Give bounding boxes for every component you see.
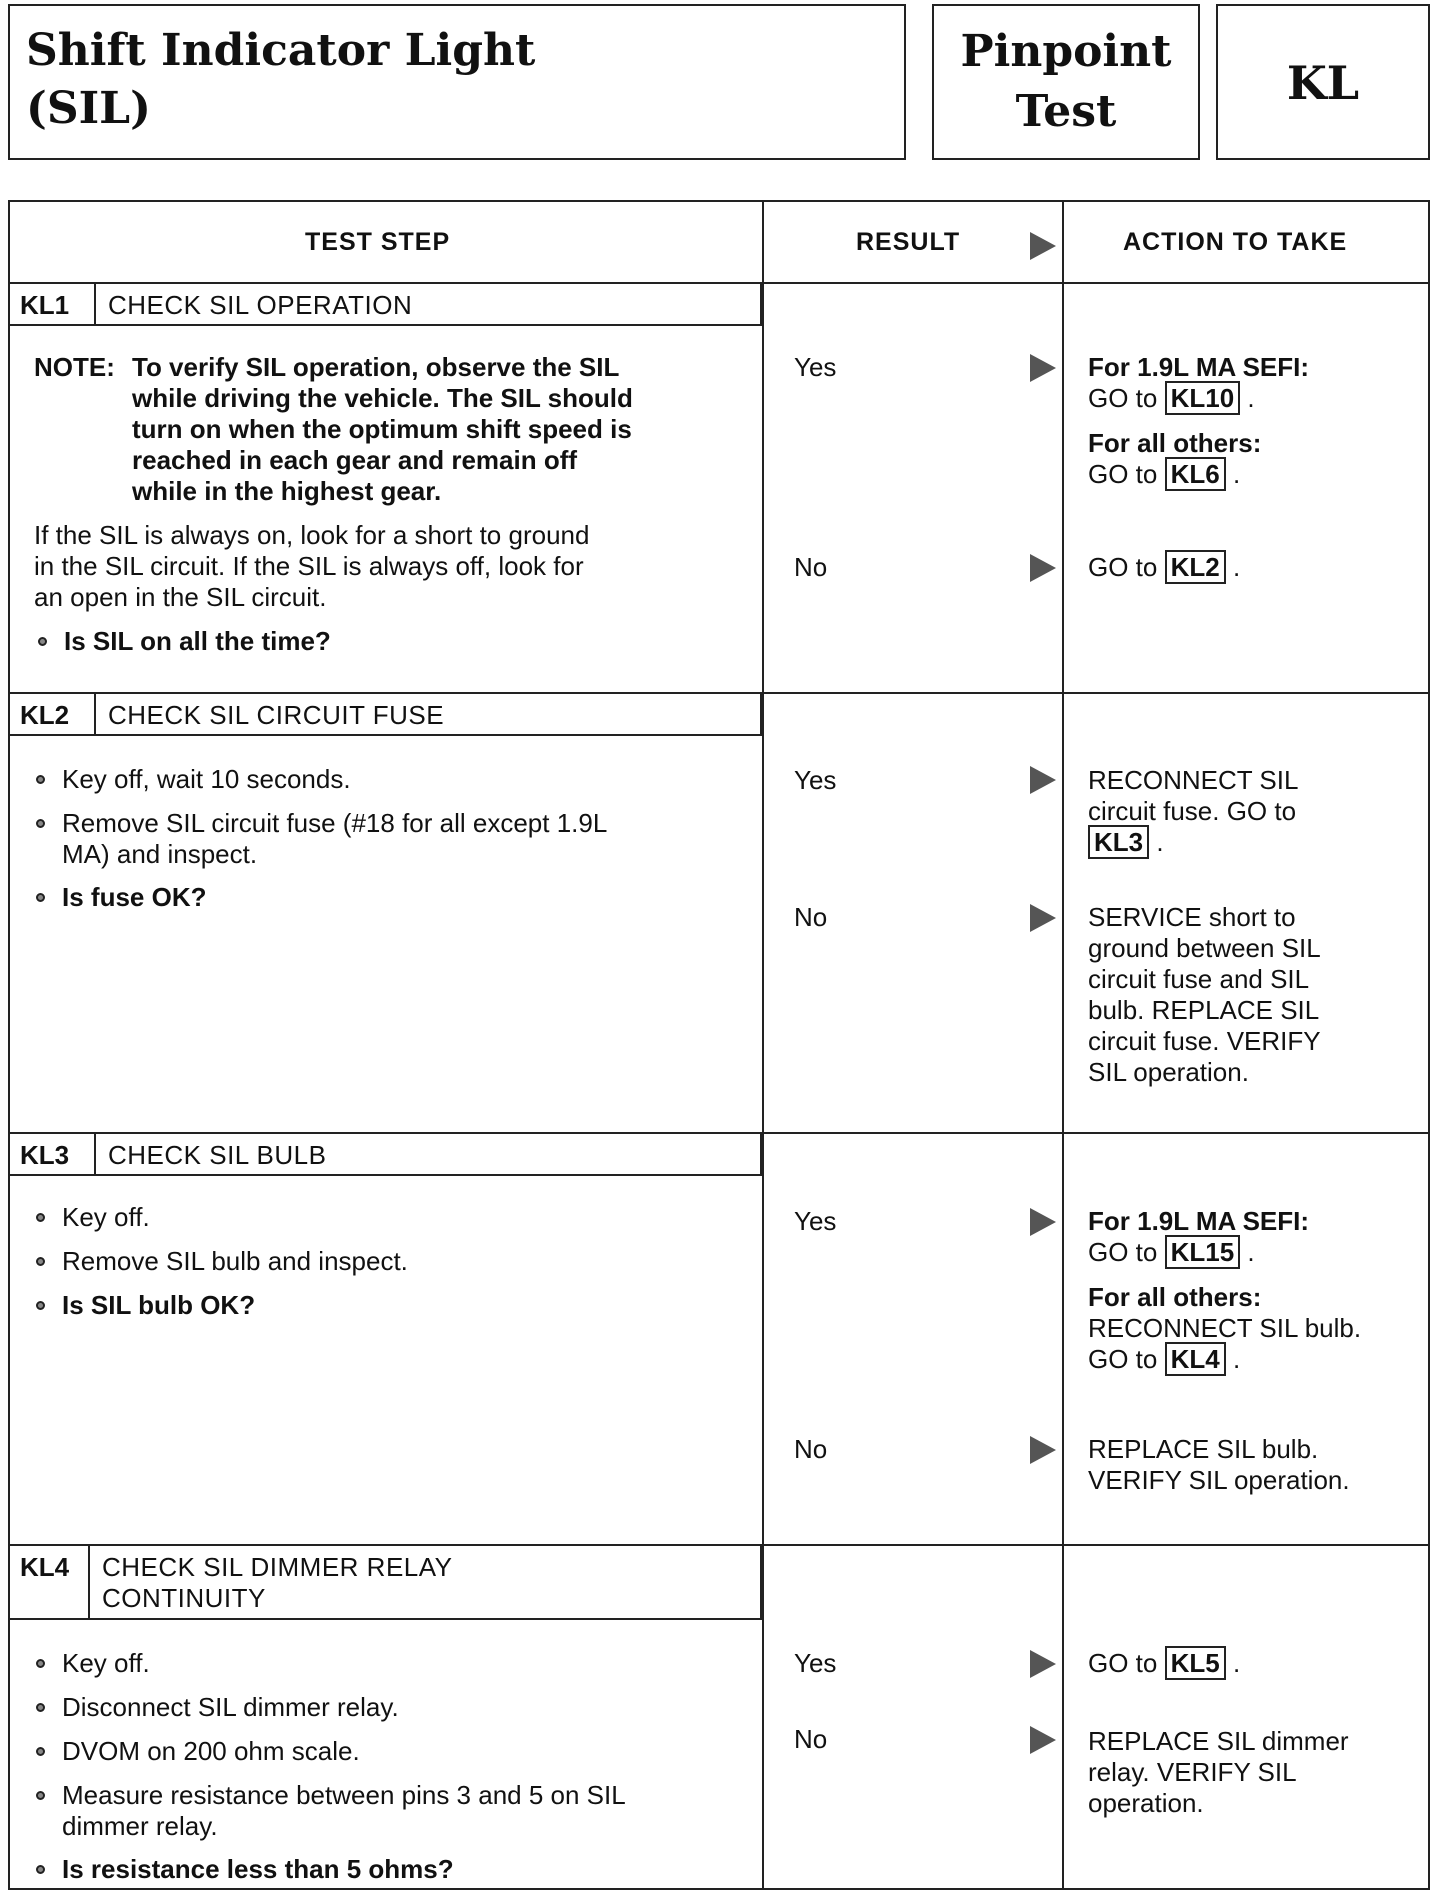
action-line: SERVICE short to: [1088, 902, 1296, 932]
pinpoint-table: [8, 200, 1430, 1890]
test-code-box: [1216, 4, 1430, 160]
kl1-no-action: GO to KL2 .: [1088, 552, 1241, 582]
pinpoint-line-2: Test: [1015, 86, 1117, 137]
header-arrow-icon: [1030, 232, 1056, 260]
kl4-no-arrow-icon: [1030, 1726, 1056, 1754]
action-line: VERIFY SIL operation.: [1088, 1465, 1350, 1495]
column-divider-1: [762, 202, 764, 1888]
action-line: GO to: [1088, 383, 1158, 413]
header-action: ACTION TO TAKE: [1123, 228, 1348, 256]
action-line: ground between SIL: [1088, 933, 1321, 963]
action-line: GO to: [1088, 1344, 1158, 1374]
kl2-yes: Yes: [794, 765, 837, 795]
kl1-paragraph: [34, 520, 589, 613]
kl1-no-arrow-icon: [1030, 554, 1056, 582]
kl3-no-action: [1088, 1434, 1350, 1496]
action-line: circuit fuse. GO to: [1088, 796, 1297, 826]
note-line: To verify SIL operation, observe the SIL: [132, 352, 620, 382]
kl3-bullet-1: Key off.: [32, 1202, 150, 1233]
step-header-kl3: [10, 1134, 762, 1176]
action-line: circuit fuse and SIL: [1088, 964, 1310, 994]
action-line: For 1.9L MA SEFI:: [1088, 1206, 1310, 1236]
kl4-no: No: [794, 1724, 828, 1754]
header-test-step: TEST STEP: [305, 228, 451, 256]
kl3-no: No: [794, 1434, 828, 1464]
action-line: GO to: [1088, 1648, 1158, 1678]
paragraph-line: an open in the SIL circuit.: [34, 582, 327, 612]
kl3-yes-arrow-icon: [1030, 1208, 1056, 1236]
action-line: GO to: [1088, 552, 1158, 582]
header-result: RESULT: [856, 228, 961, 256]
ref-kl2[interactable]: KL2: [1165, 550, 1226, 584]
step-header-kl2: [10, 694, 762, 736]
action-line: For all others:: [1088, 1282, 1262, 1312]
step-divider: [94, 694, 96, 734]
kl4-yes-arrow-icon: [1030, 1650, 1056, 1678]
kl1-note: [132, 352, 633, 507]
title-line-1: Shift Indicator Light: [26, 25, 536, 76]
paragraph-line: in the SIL circuit. If the SIL is always off, look for: [34, 551, 584, 581]
paragraph-line: If the SIL is always on, look for a short to ground: [34, 520, 590, 550]
title-box: [8, 4, 906, 160]
action-line: REPLACE SIL dimmer: [1088, 1726, 1349, 1756]
bullet-line: Measure resistance between pins 3 and 5 on SIL: [62, 1780, 626, 1810]
kl1-yes: Yes: [794, 352, 837, 382]
step-title: [102, 1552, 453, 1614]
step-id: KL3: [20, 1140, 70, 1170]
step-id: KL4: [20, 1552, 70, 1582]
kl2-no: No: [794, 902, 828, 932]
ref-kl10[interactable]: KL10: [1165, 381, 1241, 415]
kl4-yes: Yes: [794, 1648, 837, 1678]
step-header-kl4: [10, 1546, 762, 1620]
action-line: circuit fuse. VERIFY: [1088, 1026, 1321, 1056]
kl4-yes-action: GO to KL5 .: [1088, 1648, 1241, 1678]
page-title: [26, 22, 535, 138]
kl3-yes: Yes: [794, 1206, 837, 1236]
kl2-no-action: [1088, 902, 1321, 1088]
kl4-bullet-1: Key off.: [32, 1648, 150, 1679]
pinpoint-box: [932, 4, 1200, 160]
pinpoint-label: [934, 22, 1198, 142]
kl1-yes-action: For 1.9L MA SEFI: GO to KL10 . For all others: GO to KL6 .: [1088, 352, 1310, 489]
kl1-no: No: [794, 552, 828, 582]
kl2-yes-arrow-icon: [1030, 766, 1056, 794]
kl2-bullet-1: Key off, wait 10 seconds.: [32, 764, 351, 795]
note-line: while driving the vehicle. The SIL should: [132, 383, 633, 413]
pinpoint-line-1: Pinpoint: [960, 26, 1172, 77]
step-header-kl1: [10, 284, 762, 326]
step-title: CHECK SIL BULB: [108, 1140, 327, 1170]
kl3-no-arrow-icon: [1030, 1436, 1056, 1464]
action-line: operation.: [1088, 1788, 1204, 1818]
kl2-bullet-2: [32, 808, 607, 870]
note-line: while in the highest gear.: [132, 476, 442, 506]
test-code: KL: [1286, 56, 1360, 110]
note-line: turn on when the optimum shift speed is: [132, 414, 632, 444]
step-id: KL2: [20, 700, 70, 730]
action-line: GO to: [1088, 1237, 1158, 1267]
kl3-bullet-2: Remove SIL bulb and inspect.: [32, 1246, 408, 1277]
step-title-line: CONTINUITY: [102, 1583, 266, 1613]
note-line: reached in each gear and remain off: [132, 445, 578, 475]
step-divider: [88, 1546, 90, 1618]
kl2-no-arrow-icon: [1030, 904, 1056, 932]
action-line: GO to: [1088, 459, 1158, 489]
action-line: RECONNECT SIL bulb.: [1088, 1313, 1362, 1343]
action-line: relay. VERIFY SIL: [1088, 1757, 1297, 1787]
kl3-question: Is SIL bulb OK?: [32, 1290, 255, 1321]
kl4-no-action: [1088, 1726, 1349, 1819]
kl2-question: Is fuse OK?: [32, 882, 206, 913]
kl4-question: Is resistance less than 5 ohms?: [32, 1854, 454, 1885]
action-line: For 1.9L MA SEFI:: [1088, 352, 1310, 382]
kl1-yes-arrow-icon: [1030, 354, 1056, 382]
action-line: For all others:: [1088, 428, 1262, 458]
step-title: CHECK SIL CIRCUIT FUSE: [108, 700, 445, 730]
step-id: KL1: [20, 290, 70, 320]
column-divider-2: [1062, 202, 1064, 1888]
step-title: CHECK SIL OPERATION: [108, 290, 413, 320]
bullet-line: Remove SIL circuit fuse (#18 for all except 1.9L: [62, 808, 608, 838]
title-line-2: (SIL): [26, 83, 151, 134]
kl4-bullet-3: DVOM on 200 ohm scale.: [32, 1736, 360, 1767]
action-line: RECONNECT SIL: [1088, 765, 1299, 795]
step-divider: [94, 284, 96, 324]
step-divider: [94, 1134, 96, 1174]
kl1-question: Is SIL on all the time?: [34, 626, 331, 657]
ref-kl15[interactable]: KL15: [1165, 1235, 1241, 1269]
action-line: SIL operation.: [1088, 1057, 1249, 1087]
ref-kl6[interactable]: KL6: [1165, 457, 1226, 491]
step-title-line: CHECK SIL DIMMER RELAY: [102, 1552, 453, 1582]
kl3-yes-action: For 1.9L MA SEFI: GO to KL15 . For all others: RECONNECT SIL bulb. GO to KL4 .: [1088, 1206, 1362, 1374]
bullet-line: MA) and inspect.: [62, 839, 258, 869]
kl1-note-label: NOTE:: [34, 352, 115, 382]
action-line: REPLACE SIL bulb.: [1088, 1434, 1319, 1464]
kl4-bullet-4: [32, 1780, 626, 1842]
kl4-bullet-2: Disconnect SIL dimmer relay.: [32, 1692, 399, 1723]
ref-kl5[interactable]: KL5: [1165, 1646, 1226, 1680]
bullet-line: dimmer relay.: [62, 1811, 218, 1841]
ref-kl4[interactable]: KL4: [1165, 1342, 1226, 1376]
kl2-yes-action: RECONNECT SIL circuit fuse. GO to KL3 .: [1088, 765, 1299, 857]
ref-kl3[interactable]: KL3: [1088, 825, 1149, 859]
action-line: bulb. REPLACE SIL: [1088, 995, 1320, 1025]
